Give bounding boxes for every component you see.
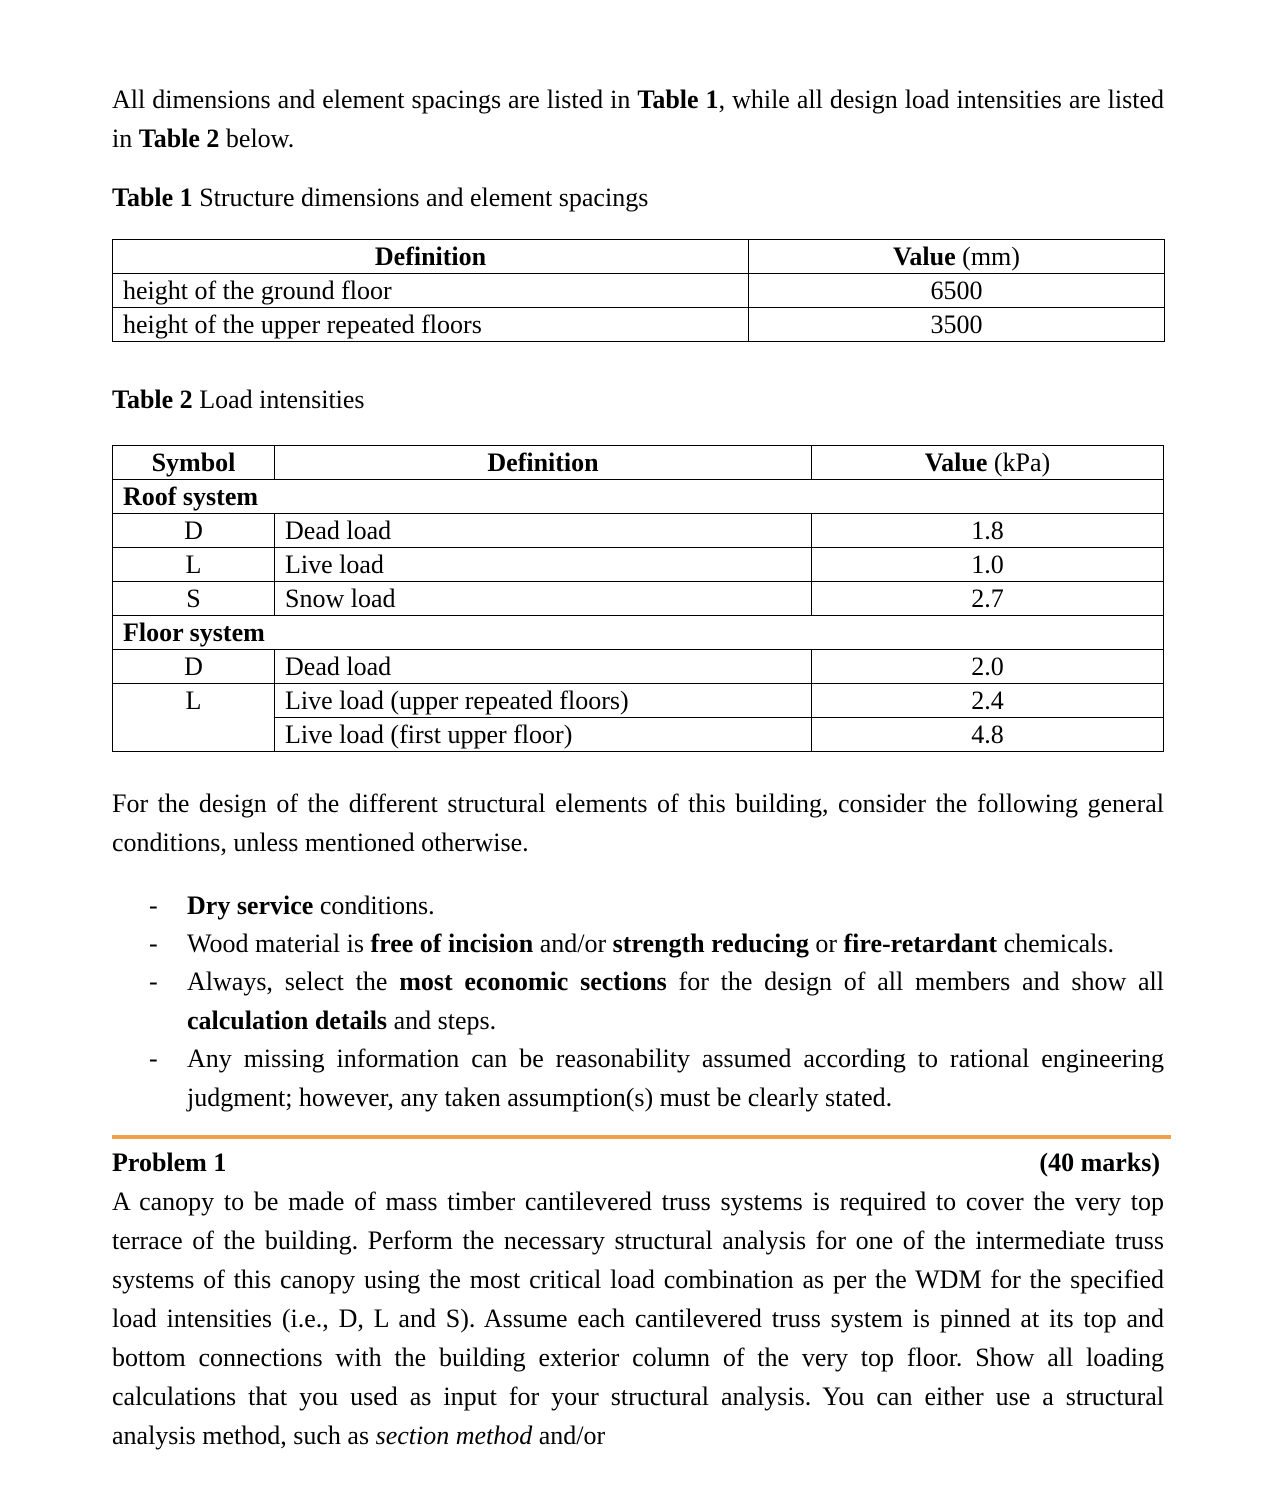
list-item: - Wood material is free of incision and/or strength reducing or fire-retardant chemicals. bbox=[149, 929, 1115, 958]
table2-header-definition: Definition bbox=[275, 446, 812, 480]
table-row: height of the ground floor 6500 bbox=[113, 274, 1165, 308]
list-item: - Dry service conditions. bbox=[149, 891, 435, 920]
document-page bbox=[112, 80, 1164, 1455]
table2-header-value: Value (kPa) bbox=[812, 446, 1164, 480]
problem-title: Problem 1 bbox=[112, 1148, 227, 1177]
conditions-list bbox=[112, 886, 1164, 1117]
table1-dimensions bbox=[112, 239, 1165, 342]
table-row: L Live load (upper repeated floors) 2.4 bbox=[113, 684, 1164, 718]
table1-reference: Table 1 bbox=[637, 85, 719, 114]
table2-reference: Table 2 bbox=[138, 124, 220, 153]
list-item: - Any missing information can be reasonability assumed according to rational engineering judgment; however, any taken assumption(s) must be clearly stated. bbox=[149, 1044, 1164, 1112]
problem-text: A canopy to be made of mass timber cantilevered truss systems is required to cover the very top terrace of the building. Perform the necessary structural analysis for one of the intermediate truss systems of this canopy using the most critical load combination as per the WDM for the specified load intensities (i.e., D, L and S). Assume each cantilevered truss system is pinned at its top and bottom connections with the building exterior column of the very top floor. Show all loading calculations that you used as input for your structural analysis. You can either use a structural analysis method, such as section method and/or bbox=[112, 1187, 1164, 1450]
problem-header bbox=[112, 1143, 1160, 1182]
table-row: Live load (first upper floor) 4.8 bbox=[113, 718, 1164, 752]
table1-header-definition: Definition bbox=[113, 240, 749, 274]
list-item: - Always, select the most economic sections for the design of all members and show all calculation details and steps. bbox=[149, 967, 1164, 1035]
table-row: D Dead load 2.0 bbox=[113, 650, 1164, 684]
section-divider bbox=[112, 1135, 1171, 1139]
table2-header-symbol: Symbol bbox=[113, 446, 275, 480]
table2-group-roof: Roof system bbox=[113, 480, 1164, 514]
table-row: height of the upper repeated floors 3500 bbox=[113, 308, 1165, 342]
conditions-intro: For the design of the different structural elements of this building, consider the following general conditions, unless mentioned otherwise. bbox=[112, 789, 1164, 857]
intro-paragraph: All dimensions and element spacings are listed in Table 1, while all design load intensities are listed in Table 2 below. bbox=[112, 85, 1164, 153]
table1-header-value: Value (mm) bbox=[749, 240, 1165, 274]
table-row: D Dead load 1.8 bbox=[113, 514, 1164, 548]
table2-header-row bbox=[113, 446, 1164, 480]
table1-header-row bbox=[113, 240, 1165, 274]
table-row: S Snow load 2.7 bbox=[113, 582, 1164, 616]
table2-caption: Table 2 Load intensities bbox=[112, 385, 365, 414]
table2-load-intensities bbox=[112, 445, 1164, 752]
table-row: L Live load 1.0 bbox=[113, 548, 1164, 582]
table1-caption: Table 1 Structure dimensions and element spacings bbox=[112, 183, 649, 212]
problem-marks: (40 marks) bbox=[1039, 1148, 1160, 1177]
table2-group-floor: Floor system bbox=[113, 616, 1164, 650]
